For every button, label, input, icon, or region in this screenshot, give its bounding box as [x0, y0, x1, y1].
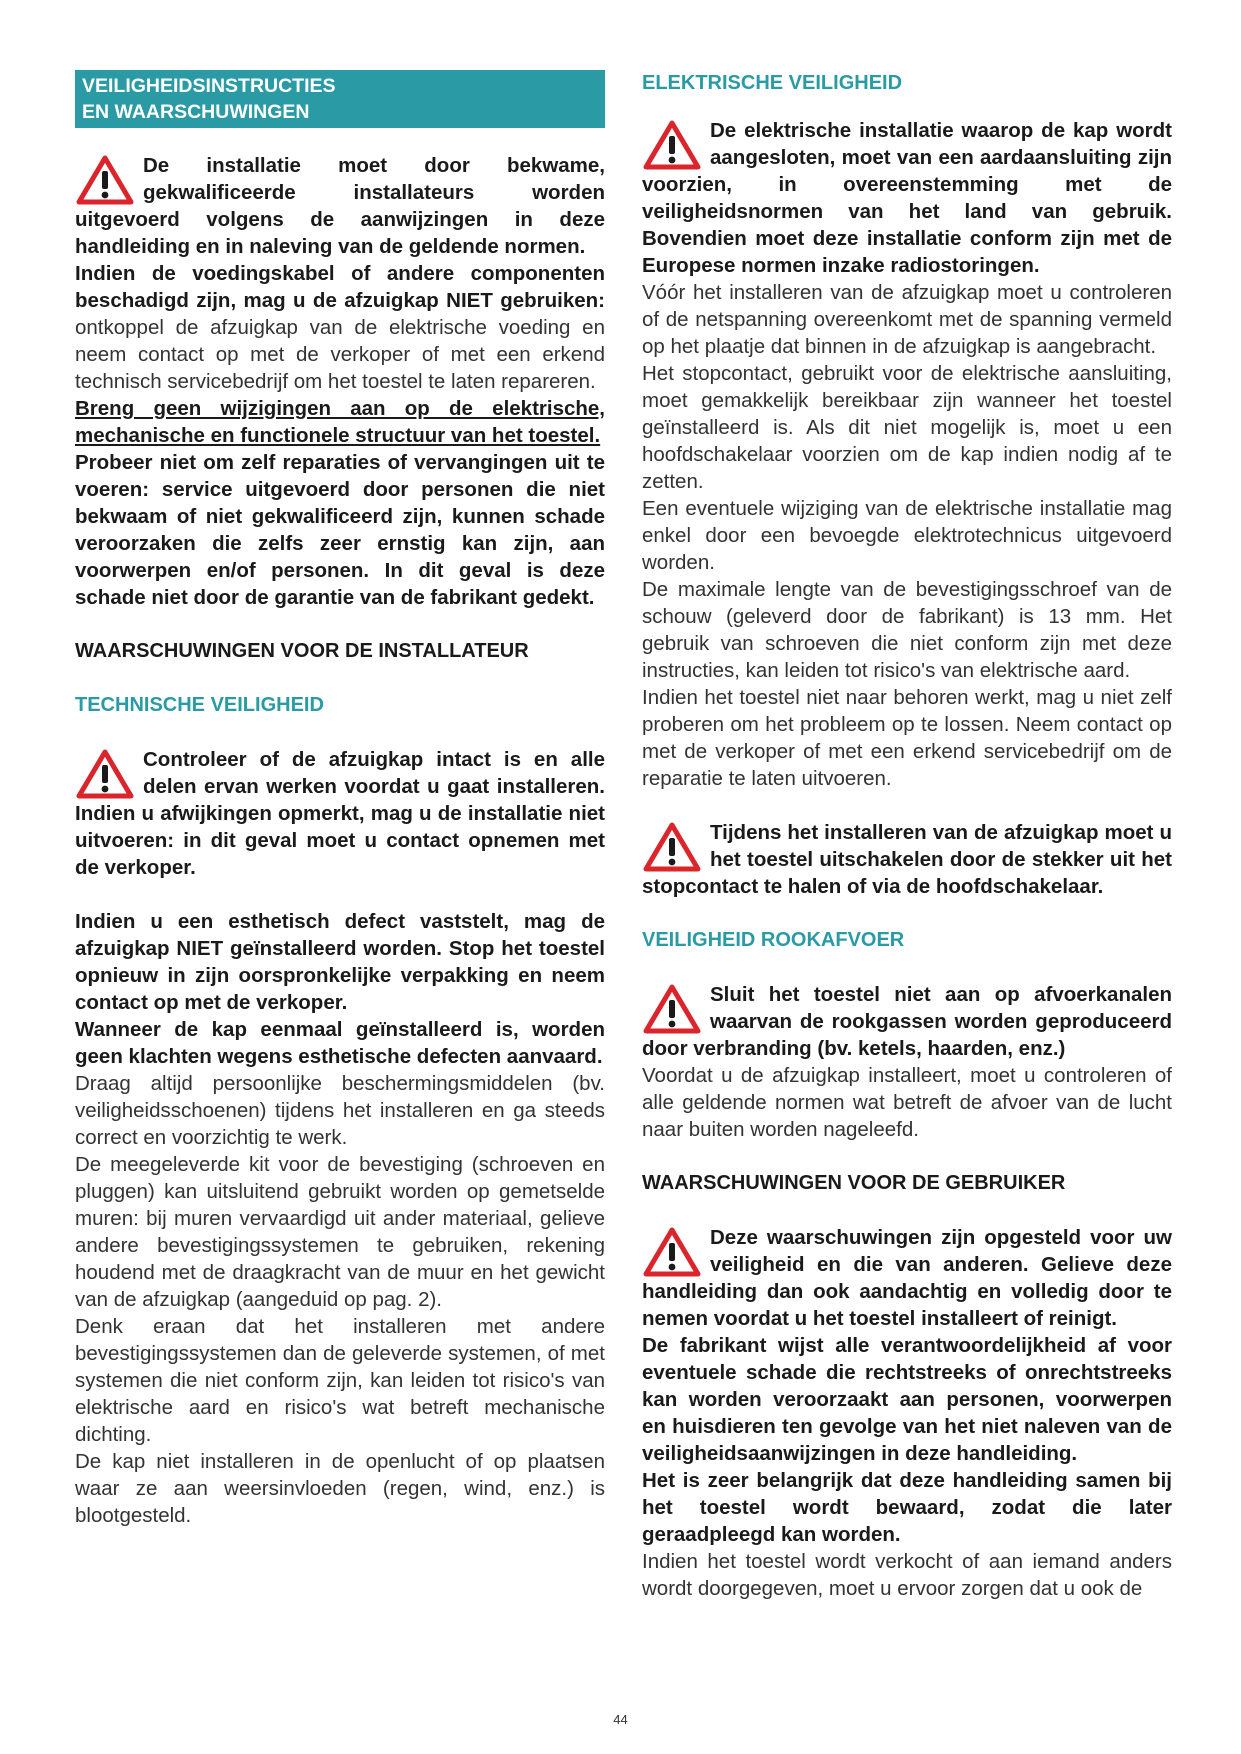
warning-block-flue: [642, 981, 1172, 1062]
paragraph-malfunction: Indien het toestel niet naar behoren werkt, mag u niet zelf proberen om het probleem op te lossen. Neem contact op met de verkoper of met een erkend servicebedrijf om de reparatie te laten uitvoeren.: [642, 686, 1172, 790]
warning-block-disconnect: [642, 819, 1172, 900]
heading-installer-warnings: WAARSCHUWINGEN VOOR DE INSTALLATEUR: [75, 640, 529, 662]
warning-block-check-intact: [75, 746, 605, 881]
paragraph-voltage-check: Vóór het installeren van de afzuigkap moet u controleren of de netspanning overeenkomt met de spanning vermeld op het plaatje dat binnen in de afzuigkap is aangebracht.: [642, 281, 1172, 358]
paragraph-no-complaints: Wanneer de kap eenmaal geïnstalleerd is, worden geen klachten wegens esthetische defecten aanvaard.: [75, 1018, 605, 1068]
heading-electrical-safety: ELEKTRISCHE VEILIGHEID: [642, 72, 903, 94]
warning-triangle-icon: [642, 983, 702, 1035]
warning-block-read-manual: [642, 1224, 1172, 1332]
right-column: [642, 70, 1172, 1602]
left-column: [75, 70, 605, 1529]
warning-text: De installatie moet door bekwame, gekwalificeerde installateurs worden uitgevoerd volgens de aanwijzingen in deze handleiding en in naleving van de geldende normen.: [75, 154, 605, 258]
warning-triangle-icon: [642, 119, 702, 171]
warning-triangle-icon: [642, 1226, 702, 1278]
paragraph-socket-access: Het stopcontact, gebruikt voor de elektrische aansluiting, moet gemakkelijk bereikbaar zijn wanneer het toestel geïnstalleerd is. Als dit niet mogelijk is, moet u een hoofdschakelaar voorzien om de kap indien nodig af te zetten.: [642, 362, 1172, 493]
paragraph-no-outdoor: De kap niet installeren in de openlucht of op plaatsen waar ze aan weersinvloeden (regen, wind, enz.) is blootgesteld.: [75, 1450, 605, 1527]
paragraph-screw-length: De maximale lengte van de bevestigingsschroef van de schouw (geleverd door de fabrikant) is 13 mm. Het gebruik van schroeven die niet conform zijn met deze instructies, kan leiden tot risico's van elektrische aard.: [642, 578, 1172, 682]
heading-technical-safety: TECHNISCHE VEILIGHEID: [75, 694, 324, 716]
banner-line-2: EN WAARSCHUWINGEN: [82, 101, 310, 123]
warning-triangle-icon: [642, 821, 702, 873]
section-banner: [75, 70, 605, 128]
warning-text: Controleer of de afzuigkap intact is en alle delen ervan werken voordat u gaat installeren. Indien u afwijkingen opmerkt, mag u de installatie niet uitvoeren: in dit geval moet u contact opnemen met de verkoper.: [75, 748, 605, 879]
warning-triangle-icon: [75, 154, 135, 206]
paragraph-installation-change: Een eventuele wijziging van de elektrische installatie mag enkel door een bevoegde elektrotechnicus uitgevoerd worden.: [642, 497, 1172, 574]
body-text: ontkoppel de afzuigkap van de elektrische voeding en neem contact op met de verkoper of met een erkend technisch servicebedrijf om het toestel te laten repareren.: [75, 316, 605, 393]
paragraph-resale: Indien het toestel wordt verkocht of aan iemand anders wordt doorgegeven, moet u ervoor zorgen dat u ook de: [642, 1550, 1172, 1600]
warning-text: Tijdens het installeren van de afzuigkap moet u het toestel uitschakelen door de stekker uit het stopcontact te halen of via de hoofdschakelaar.: [642, 821, 1172, 898]
banner-line-1: VEILIGHEIDSINSTRUCTIES: [82, 75, 336, 97]
warning-block-qualified-installers: [75, 152, 605, 260]
warning-text: De elektrische installatie waarop de kap wordt aangesloten, moet van een aardaansluiting zijn voorzien, in overeenstemming met de veiligheidsnormen van het land van gebruik. Bovendien moet deze installatie conform zijn met de Europese normen inzake radiostoringen.: [642, 119, 1172, 277]
heading-smoke-safety: VEILIGHEID ROOKAFVOER: [642, 929, 905, 951]
paragraph-no-self-repair: Probeer niet om zelf reparaties of vervangingen uit te voeren: service uitgevoerd door personen die niet bekwaam of niet gekwalificeerd zijn, kunnen schade veroorzaken die zelfs zeer ernstig kan zijn, aan voorwerpen en/of personen. In dit geval is deze schade niet door de garantie van de fabrikant gedekt.: [75, 451, 605, 609]
heading-user-warnings: WAARSCHUWINGEN VOOR DE GEBRUIKER: [642, 1172, 1066, 1194]
bold-text: Indien de voedingskabel of andere componenten beschadigd zijn, mag u de afzuigkap NIET gebruiken:: [75, 262, 605, 312]
warning-block-grounding: [642, 117, 1172, 279]
paragraph-air-exhaust-norms: Voordat u de afzuigkap installeert, moet u controleren of alle geldende normen wat betreft de afvoer van de lucht naar buiten worden nageleefd.: [642, 1064, 1172, 1141]
paragraph-other-fixing-systems: Denk eraan dat het installeren met andere bevestigingssystemen dan de geleverde systemen, of met systemen die niet conform zijn, kan leiden tot risico's van elektrische aard en risico's wat betreft mechanische dichting.: [75, 1315, 605, 1446]
warning-text: Deze waarschuwingen zijn opgesteld voor uw veiligheid en die van anderen. Gelieve deze handleiding dan ook aandachtig en volledig door te nemen voordat u het toestel installeert of reinigt.: [642, 1226, 1172, 1330]
paragraph-fixing-kit: De meegeleverde kit voor de bevestiging (schroeven en pluggen) kan uitsluitend gebruikt worden op gemetselde muren: bij muren vervaardigd uit ander materiaal, gelieve andere bevestigingssystemen te gebruiken, rekening houdend met de draagkracht van de muur en het gewicht van de afzuigkap (aangeduid op pag. 2).: [75, 1153, 605, 1311]
paragraph-keep-manual: Het is zeer belangrijk dat deze handleiding samen bij het toestel wordt bewaard, zodat die later geraadpleegd kan worden.: [642, 1469, 1172, 1546]
paragraph-liability: De fabrikant wijst alle verantwoordelijkheid af voor eventuele schade die rechtstreeks of onrechtstreeks kan worden veroorzaakt aan personen, voorwerpen en huisdieren ten gevolge van het niet naleven van de veiligheidsaanwijzingen in deze handleiding.: [642, 1334, 1172, 1465]
warning-text: Sluit het toestel niet aan op afvoerkanalen waarvan de rookgassen worden geproduceerd door verbranding (bv. ketels, haarden, enz.): [642, 983, 1172, 1060]
paragraph-damaged-cable: [75, 260, 605, 395]
paragraph-protective-equipment: Draag altijd persoonlijke beschermingsmiddelen (bv. veiligheidsschoenen) tijdens het installeren en ga steeds correct en voorzichtig te werk.: [75, 1072, 605, 1149]
paragraph-no-modifications: Breng geen wijzigingen aan op de elektrische, mechanische en functionele structuur van het toestel.: [75, 397, 605, 447]
paragraph-aesthetic-defect: Indien u een esthetisch defect vaststelt, mag de afzuigkap NIET geïnstalleerd worden. Stop het toestel opnieuw in zijn oorspronkelijke verpakking en neem contact op met de verkoper.: [75, 910, 605, 1014]
warning-triangle-icon: [75, 748, 135, 800]
page-number: 44: [613, 1712, 628, 1727]
